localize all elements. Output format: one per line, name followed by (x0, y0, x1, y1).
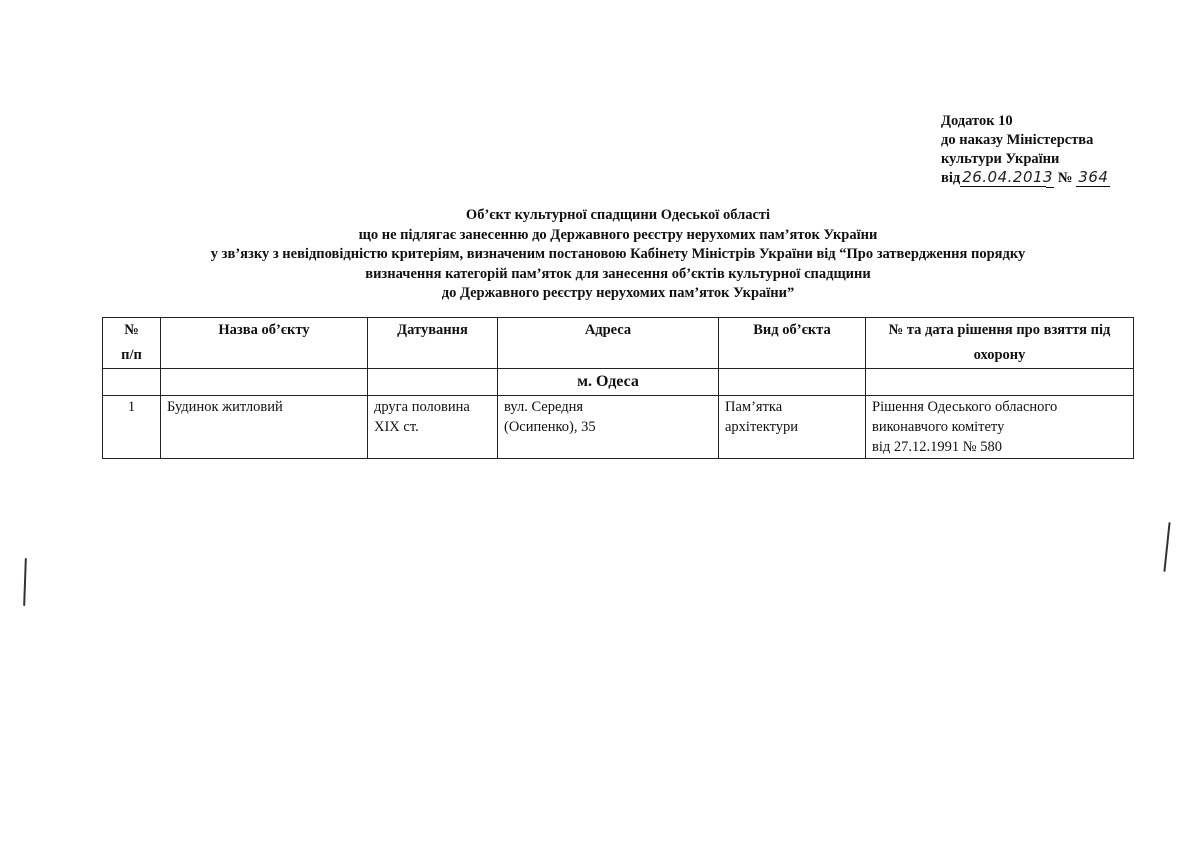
row-address-line-1: вул. Середня (504, 399, 584, 415)
header-number (103, 318, 161, 369)
row-address (498, 396, 719, 459)
scan-mark-left (23, 558, 27, 606)
row-address-line-2: (Осипенко), 35 (504, 419, 596, 435)
header-number-line-1: № (124, 322, 139, 338)
annex-number-prefix: № (1057, 170, 1073, 186)
row-decision-line-3: від 27.12.1991 № 580 (872, 439, 1002, 455)
table-city-row (103, 369, 1134, 396)
header-type: Вид об’єкта (719, 318, 866, 369)
header-address: Адреса (498, 318, 719, 369)
heritage-table (102, 317, 1134, 459)
city-empty-cell (103, 369, 161, 396)
annex-date-value: 26.04.2013 (962, 168, 1054, 186)
title-line-3: у зв’язку з невідповідністю критеріям, визначеним постановою Кабінету Міністрів України від “Про затвердження порядку (210, 246, 1026, 262)
row-dating-line-2: XIX ст. (374, 419, 419, 435)
title-line-5: до Державного реєстру нерухомих пам’яток України” (441, 285, 795, 301)
scan-mark-right (1163, 522, 1170, 572)
row-decision-line-1: Рішення Одеського обласного (872, 399, 1058, 415)
row-name: Будинок житловий (161, 396, 368, 459)
row-decision-line-2: виконавчого комітету (872, 419, 1005, 435)
document-title (100, 206, 1136, 304)
annex-number-value: 364 (1078, 168, 1109, 186)
annex-block (941, 112, 1110, 188)
city-empty-cell (161, 369, 368, 396)
row-type-line-2: архітектури (725, 419, 798, 435)
header-decision: № та дата рішення про взяття під охорону (866, 318, 1134, 369)
title-line-4: визначення категорій пам’яток для занесення об’єктів культурної спадщини (365, 265, 871, 282)
annex-order-line: до наказу Міністерства (941, 132, 1094, 148)
table-row (103, 396, 1134, 459)
city-empty-cell (368, 369, 498, 396)
row-dating (368, 396, 498, 459)
row-number: 1 (103, 396, 161, 459)
row-type-line-1: Пам’ятка (725, 399, 783, 415)
table-header-row (103, 318, 1134, 369)
annex-ministry-line: культури України (941, 151, 1060, 167)
city-name: м. Одеса (498, 369, 719, 396)
city-empty-cell (719, 369, 866, 396)
city-empty-cell (866, 369, 1134, 396)
header-name: Назва об’єкту (161, 318, 368, 369)
header-dating: Датування (368, 318, 498, 369)
annex-date-underline (1046, 172, 1054, 188)
header-number-line-2: п/п (121, 347, 142, 363)
title-line-1: Об’єкт культурної спадщини Одеської області (465, 207, 771, 223)
row-dating-line-1: друга половина (374, 399, 470, 415)
row-decision (866, 396, 1134, 459)
annex-date-prefix: від (941, 170, 961, 186)
row-type (719, 396, 866, 459)
annex-title: Додаток 10 (941, 113, 1013, 129)
annex-date-number-line (941, 169, 1110, 188)
title-line-2: що не підлягає занесенню до Державного реєстру нерухомих пам’яток України (358, 226, 878, 243)
